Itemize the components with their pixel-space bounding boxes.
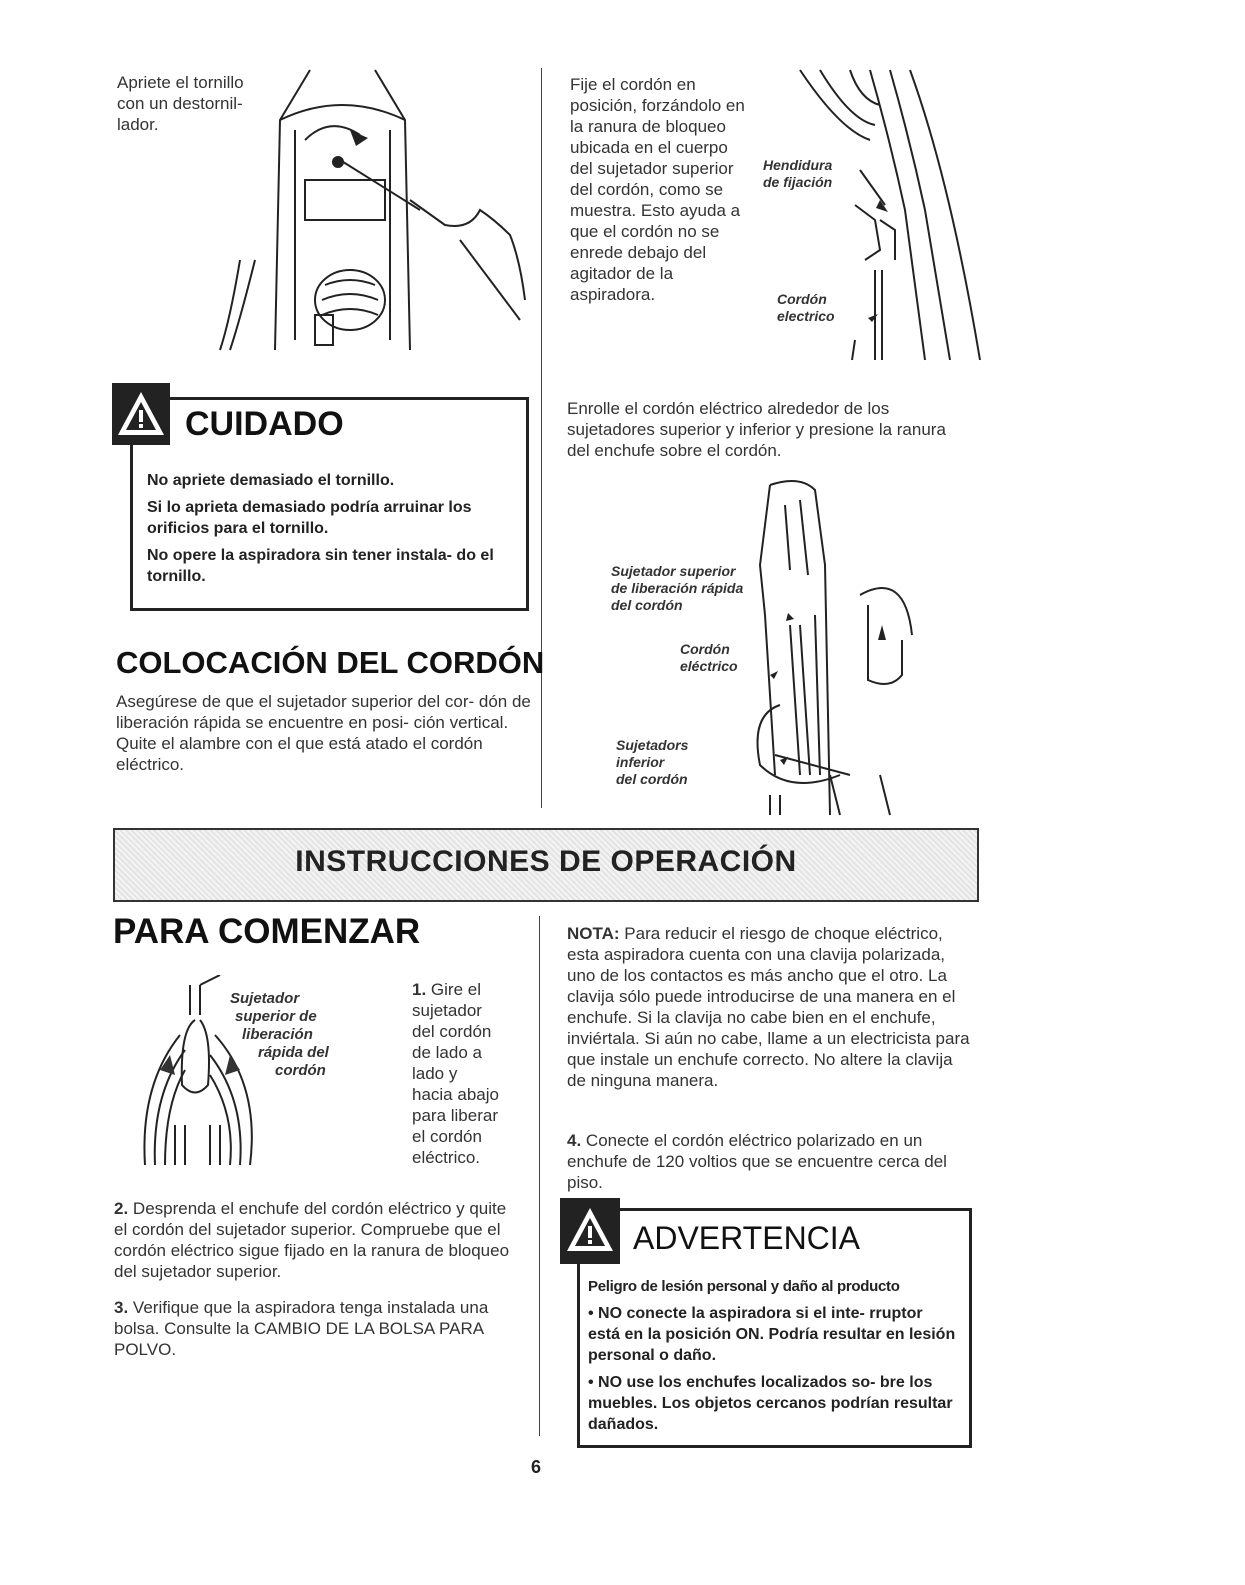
column-divider-bottom: [539, 916, 540, 1436]
warning-triangle-icon: [564, 1204, 616, 1256]
lower-hooks-label: Sujetadors inferior del cordón: [616, 737, 689, 787]
cord-label-top: Cordón electrico: [777, 291, 835, 324]
start-heading: PARA COMENZAR: [113, 912, 421, 951]
slot-label: Hendidura de fijación: [763, 157, 833, 190]
warning-title: ADVERTENCIA: [633, 1220, 861, 1256]
page-number: 6: [531, 1457, 542, 1477]
step2: 2. Desprenda el enchufe del cordón eléctrico y quite el cordón del sujetador superior. Compruebe que el cordón eléctrico sigue fijado en la ranura de bloqueo del sujetador superior.: [114, 1199, 510, 1281]
banner-title: INSTRUCCIONES DE OPERACIÓN: [295, 845, 797, 878]
note-paragraph: NOTA: Para reducir el riesgo de choque eléctrico, esta aspiradora cuenta con una clavija polarizada, uno de los contactos es más ancho que el otro. La clavija sólo puede introducirse de una manera en el enchufe. Si la clavija no cabe bien en el enchufe, inviértala. Si aún no cabe, llame a un electricista para que instale un enchufe correcto. No altere la clavija de ninguna manera.: [567, 924, 970, 1090]
fix-cord-text: Fije el cordón en posición, forzándolo en la ranura de bloqueo ubicada en el cuerpo del sujetador superior del cordón, como se muestra. Esto ayuda a que el cordón no se enrede debajo del agitador de la aspiradora.: [570, 75, 745, 304]
cord-placement-heading: COLOCACIÓN DEL CORDÓN: [116, 645, 545, 680]
wrap-cord-text: Enrolle el cordón eléctrico alrededor de los sujetadores superior y inferior y presione la ranura del enchufe sobre el cordón.: [567, 399, 946, 460]
release-hook-label: Sujetador superior de liberación rápida del cordón: [230, 990, 329, 1079]
caution-title: CUIDADO: [185, 405, 344, 443]
warning-triangle-icon: [115, 388, 167, 440]
operation-banner: [113, 828, 979, 902]
column-divider-top: [541, 68, 542, 808]
cord-placement-paragraph: Asegúrese de que el sujetador superior del cor- dón de liberación rápida se encuentre en posi- ción vertical. Quite el alambre con el que está atado el cordón eléctrico.: [116, 692, 531, 774]
cord-wrap-illustration: [730, 475, 950, 820]
step4: 4. Conecte el cordón eléctrico polarizado en un enchufe de 120 voltios que se encuentre cerca del piso.: [567, 1131, 947, 1192]
cord-label-middle: Cordón eléctrico: [680, 641, 738, 674]
step1: 1. Gire el sujetador del cordón de lado a lado y hacia abajo para liberar el cordón eléctrico.: [412, 980, 499, 1167]
warning-text: Peligro de lesión personal y daño al producto • NO conecte la aspiradora si el inte- rruptor está en la posición ON. Podría resultar en lesión personal o daño. • NO use los enchufes localizados so- bre los muebles. Los objetos cercanos podrían resultar dañados.: [588, 1278, 956, 1433]
caution-text: No apriete demasiado el tornillo. Si lo aprieta demasiado podría arruinar los orificios para el tornillo. No opere la aspiradora sin tener instala- do el tornillo.: [147, 472, 494, 585]
screw-instruction: Apriete el tornillo con un destornil- lador.: [117, 73, 244, 134]
upper-hook-label: Sujetador superior de liberación rápida del cordón: [611, 563, 744, 613]
step3: 3. Verifique que la aspiradora tenga instalada una bolsa. Consulte la CAMBIO DE LA BOLSA PARA POLVO.: [114, 1298, 489, 1359]
screw-illustration: [210, 60, 530, 355]
